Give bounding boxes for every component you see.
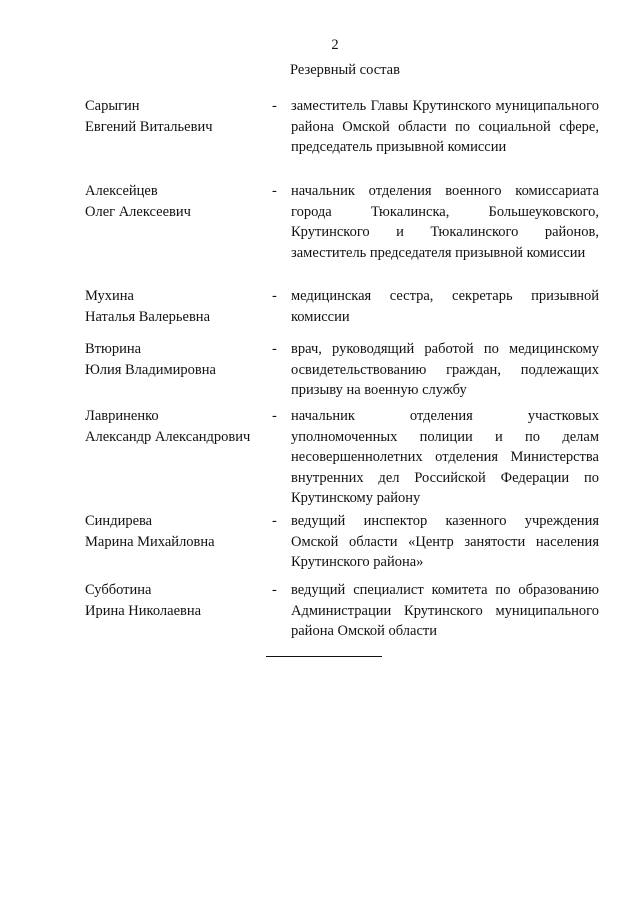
member-name [85, 580, 270, 621]
member-given-names: Евгений Витальевич [85, 118, 213, 135]
member-name [85, 511, 270, 552]
entry-dash: - [272, 582, 277, 598]
member-role: врач, руководящий работой по медицинскому освидетельствованию граждан, подлежащих призыву на военную службу [291, 341, 599, 398]
member-given-names: Наталья Валерьевна [85, 308, 210, 325]
member-name [85, 286, 270, 327]
entry-dash: - [272, 183, 277, 199]
member-given-names: Марина Михайловна [85, 533, 215, 550]
member-name [85, 406, 270, 447]
member-given-names: Ирина Николаевна [85, 602, 202, 619]
member-surname: Мухина [85, 288, 134, 304]
entry-dash: - [272, 513, 277, 529]
member-name [85, 339, 270, 380]
member-role: заместитель Главы Крутинского муниципального района Омской области по социальной сфере, председатель призывной комиссии [291, 98, 599, 155]
entry-dash: - [272, 408, 277, 424]
entry-dash: - [272, 288, 277, 304]
member-role: начальник отделения участковых уполномоченных полиции и по делам несовершеннолетних отделения Министерства внутренних дел Российской Федерации по Крутинскому району [291, 408, 599, 506]
end-divider [266, 656, 382, 657]
member-role: ведущий специалист комитета по образованию Администрации Крутинского муниципального района Омской области [291, 582, 599, 639]
member-given-names: Олег Алексеевич [85, 203, 191, 220]
member-given-names: Юлия Владимировна [85, 361, 216, 378]
page-number: 2 [331, 37, 339, 53]
member-surname: Лавриненко [85, 408, 159, 424]
member-surname: Субботина [85, 582, 152, 598]
entry-dash: - [272, 341, 277, 357]
section-title: Резервный состав [290, 62, 400, 78]
member-surname: Синдирева [85, 513, 153, 529]
member-given-names: Александр Александрович [85, 428, 251, 445]
member-name [85, 181, 270, 222]
member-role: медицинская сестра, секретарь призывной комиссии [291, 288, 599, 325]
member-role: ведущий инспектор казенного учреждения Омской области «Центр занятости населения Крутинского района» [291, 513, 599, 570]
member-surname: Алексейцев [85, 183, 158, 199]
member-surname: Сарыгин [85, 98, 140, 114]
member-name [85, 96, 270, 137]
member-surname: Втюрина [85, 341, 142, 357]
member-role: начальник отделения военного комиссариата города Тюкалинска, Большеуковского, Крутинского и Тюкалинского районов, заместитель председателя призывной комиссии [291, 183, 599, 261]
entry-dash: - [272, 98, 277, 114]
